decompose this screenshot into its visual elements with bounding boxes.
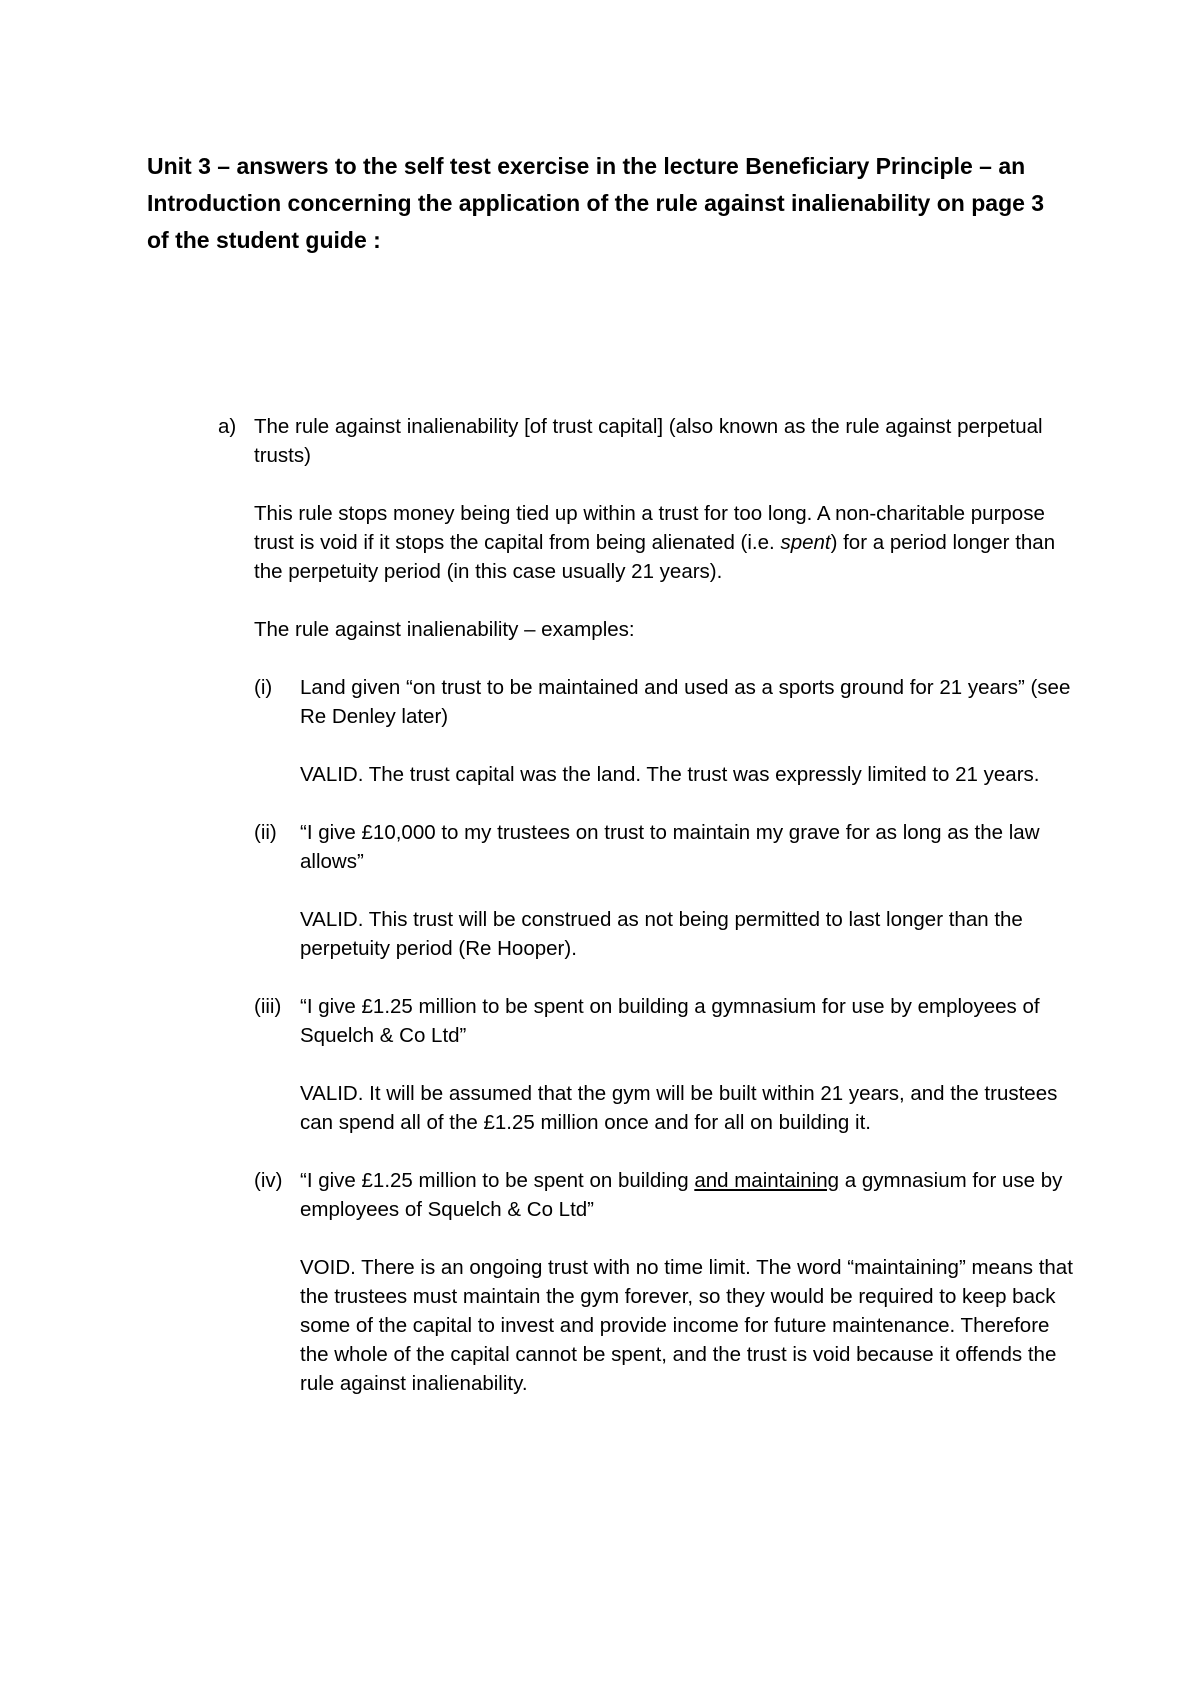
item-marker: a) — [218, 415, 237, 438]
rule-explanation — [254, 499, 1078, 586]
example-marker: (i) — [254, 676, 273, 699]
rule-explanation-start: This rule stops money being tied up within a trust for too long. A non-charitable purpose trust is void if it stops the capital from being alienated (i.e. — [254, 502, 1045, 554]
example-quote-end: a gymnasium for use by employees of Squelch & Co Ltd” — [300, 1169, 1063, 1221]
example-content — [300, 818, 1078, 963]
example-item — [254, 673, 1078, 789]
item-title: The rule against inalienability [of trust capital] (also known as the rule against perpetual trusts) — [254, 415, 1043, 467]
example-item — [254, 818, 1078, 963]
examples-list — [254, 673, 1078, 1398]
rule-explanation-italic: spent — [780, 531, 831, 554]
example-item — [254, 1166, 1078, 1398]
example-quote: Land given “on trust to be maintained and used as a sports ground for 21 years” (see Re Denley later) — [300, 676, 1071, 728]
item-content — [254, 412, 1078, 1427]
example-content — [300, 992, 1078, 1137]
example-verdict: VALID. This trust will be construed as not being permitted to last longer than the perpetuity period (Re Hooper). — [300, 908, 1023, 960]
example-quote-underlined: and maintaining — [694, 1169, 840, 1192]
example-quote-start: “I give £1.25 million to be spent on building — [300, 1169, 695, 1192]
example-marker: (ii) — [254, 821, 277, 844]
document-heading: Unit 3 – answers to the self test exercise in the lecture Beneficiary Principle – an Introduction concerning the application of the rule against inalienability on page 3 of the student guide : — [147, 153, 1045, 253]
answer-item-a — [218, 412, 1078, 1427]
example-content — [300, 673, 1078, 789]
example-marker: (iii) — [254, 995, 282, 1018]
example-quote: “I give £1.25 million to be spent on building a gymnasium for use by employees of Squelch & Co Ltd” — [300, 995, 1040, 1047]
example-marker: (iv) — [254, 1169, 283, 1192]
example-verdict: VALID. The trust capital was the land. The trust was expressly limited to 21 years. — [300, 763, 1040, 786]
example-content — [300, 1166, 1078, 1398]
example-quote — [300, 1166, 1078, 1224]
rule-explanation-end: ) for a period longer than the perpetuity period (in this case usually 21 years). — [254, 531, 1056, 583]
example-item — [254, 992, 1078, 1137]
example-verdict: VOID. There is an ongoing trust with no time limit. The word “maintaining” means that the trustees must maintain the gym forever, so they would be required to keep back some of the capital to invest and provide income for future maintenance. Therefore the whole of the capital cannot be spent, and the trust is void because it offends the rule against inalienability. — [300, 1256, 1073, 1395]
example-quote: “I give £10,000 to my trustees on trust to maintain my grave for as long as the law allows” — [300, 821, 1040, 873]
answer-item-a-row — [218, 412, 1078, 1427]
example-verdict: VALID. It will be assumed that the gym will be built within 21 years, and the trustees can spend all of the £1.25 million once and for all on building it. — [300, 1082, 1058, 1134]
examples-intro: The rule against inalienability – examples: — [254, 618, 635, 641]
